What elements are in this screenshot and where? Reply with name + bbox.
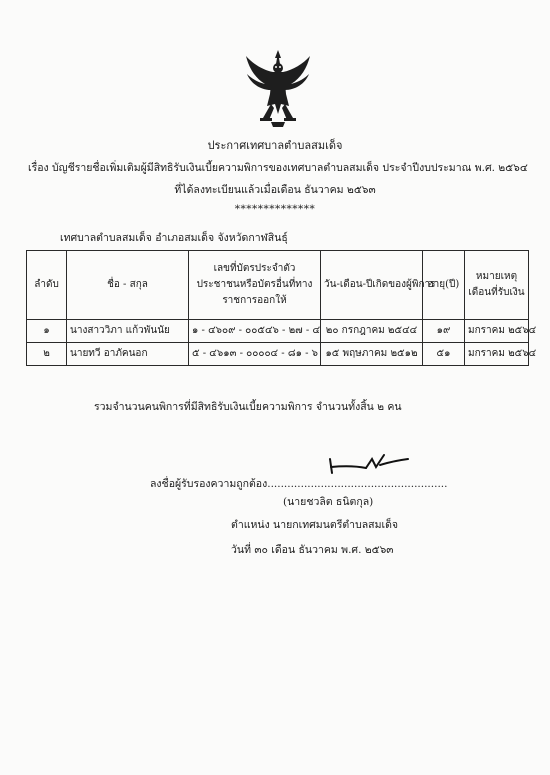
header-id-line-2: ประชาชนหรือบัตรอื่นที่ทาง bbox=[196, 279, 313, 290]
recipients-table bbox=[26, 250, 537, 366]
cell-order: ๑ bbox=[27, 320, 67, 343]
signer-position: ตำแหน่ง นายกเทศมนตรีตำบลสมเด็จ bbox=[231, 519, 399, 531]
cell-remark: มกราคม ๒๕๖๔ bbox=[465, 320, 529, 343]
header-id-line-1: เลขที่บัตรประจำตัว bbox=[213, 263, 296, 274]
signer-name: (นายชวลิต ธนิตกุล) bbox=[283, 496, 374, 508]
header-order: ลำดับ bbox=[27, 251, 67, 320]
garuda-emblem-icon bbox=[243, 48, 313, 128]
cell-age: ๕๑ bbox=[423, 343, 465, 366]
cell-age: ๑๙ bbox=[423, 320, 465, 343]
certifier-signature-line: ลงชื่อผู้รับรองความถูกต้อง...................................................... bbox=[150, 478, 448, 490]
table-row bbox=[27, 343, 529, 366]
cell-id: ๑ - ๔๖๐๙ - ๐๐๕๔๖ - ๒๗ - ๔ bbox=[189, 320, 321, 343]
header-id-card bbox=[189, 251, 321, 320]
header-birth-date: วัน-เดือน-ปีเกิดของผู้พิการ bbox=[321, 251, 423, 320]
header-age: อายุ(ปี) bbox=[423, 251, 465, 320]
table-header-row bbox=[27, 251, 529, 320]
summary-line: รวมจำนวนคนพิการที่มีสิทธิรับเงินเบี้ยความพิการ จำนวนทั้งสิ้น ๒ คน bbox=[94, 401, 402, 413]
header-remark-line-2: เดือนที่รับเงิน bbox=[468, 287, 525, 298]
cell-order: ๒ bbox=[27, 343, 67, 366]
header-remark-line-1: หมายเหตุ bbox=[475, 271, 518, 282]
cell-id: ๕ - ๔๖๑๓ - ๐๐๐๐๔ - ๘๑ - ๖ bbox=[189, 343, 321, 366]
announcement-title: ประกาศเทศบาลตำบลสมเด็จ bbox=[207, 139, 343, 152]
table-row bbox=[27, 320, 529, 343]
subject-line: เรื่อง บัญชีรายชื่อเพิ่มเติมผู้มีสิทธิรับเงินเบี้ยความพิการของเทศบาลตำบลสมเด็จ ประจำปีงบประมาณ พ.ศ. ๒๕๖๔ bbox=[28, 162, 528, 174]
announcement-date: วันที่ ๓๐ เดือน ธันวาคม พ.ศ. ๒๕๖๓ bbox=[231, 544, 394, 556]
cell-remark: มกราคม ๒๕๖๔ bbox=[465, 343, 529, 366]
cell-name: นางสาววิภา แก้วพันนัย bbox=[67, 320, 189, 343]
header-id-line-3: ราชการออกให้ bbox=[222, 295, 287, 306]
cell-name: นายทวี อาภัคนอก bbox=[67, 343, 189, 366]
cell-birth: ๑๕ พฤษภาคม ๒๕๑๒ bbox=[321, 343, 423, 366]
cell-birth: ๒๐ กรกฎาคม ๒๕๔๔ bbox=[321, 320, 423, 343]
header-name: ชื่อ - สกุล bbox=[67, 251, 189, 320]
organization-line: เทศบาลตำบลสมเด็จ อำเภอสมเด็จ จังหวัดกาฬสินธุ์ bbox=[60, 232, 288, 244]
separator: ************** bbox=[234, 203, 316, 215]
subject-line-2: ที่ได้ลงทะเบียนแล้วเมื่อเดือน ธันวาคม ๒๕๖๓ bbox=[174, 184, 376, 196]
header-remark bbox=[465, 251, 529, 320]
